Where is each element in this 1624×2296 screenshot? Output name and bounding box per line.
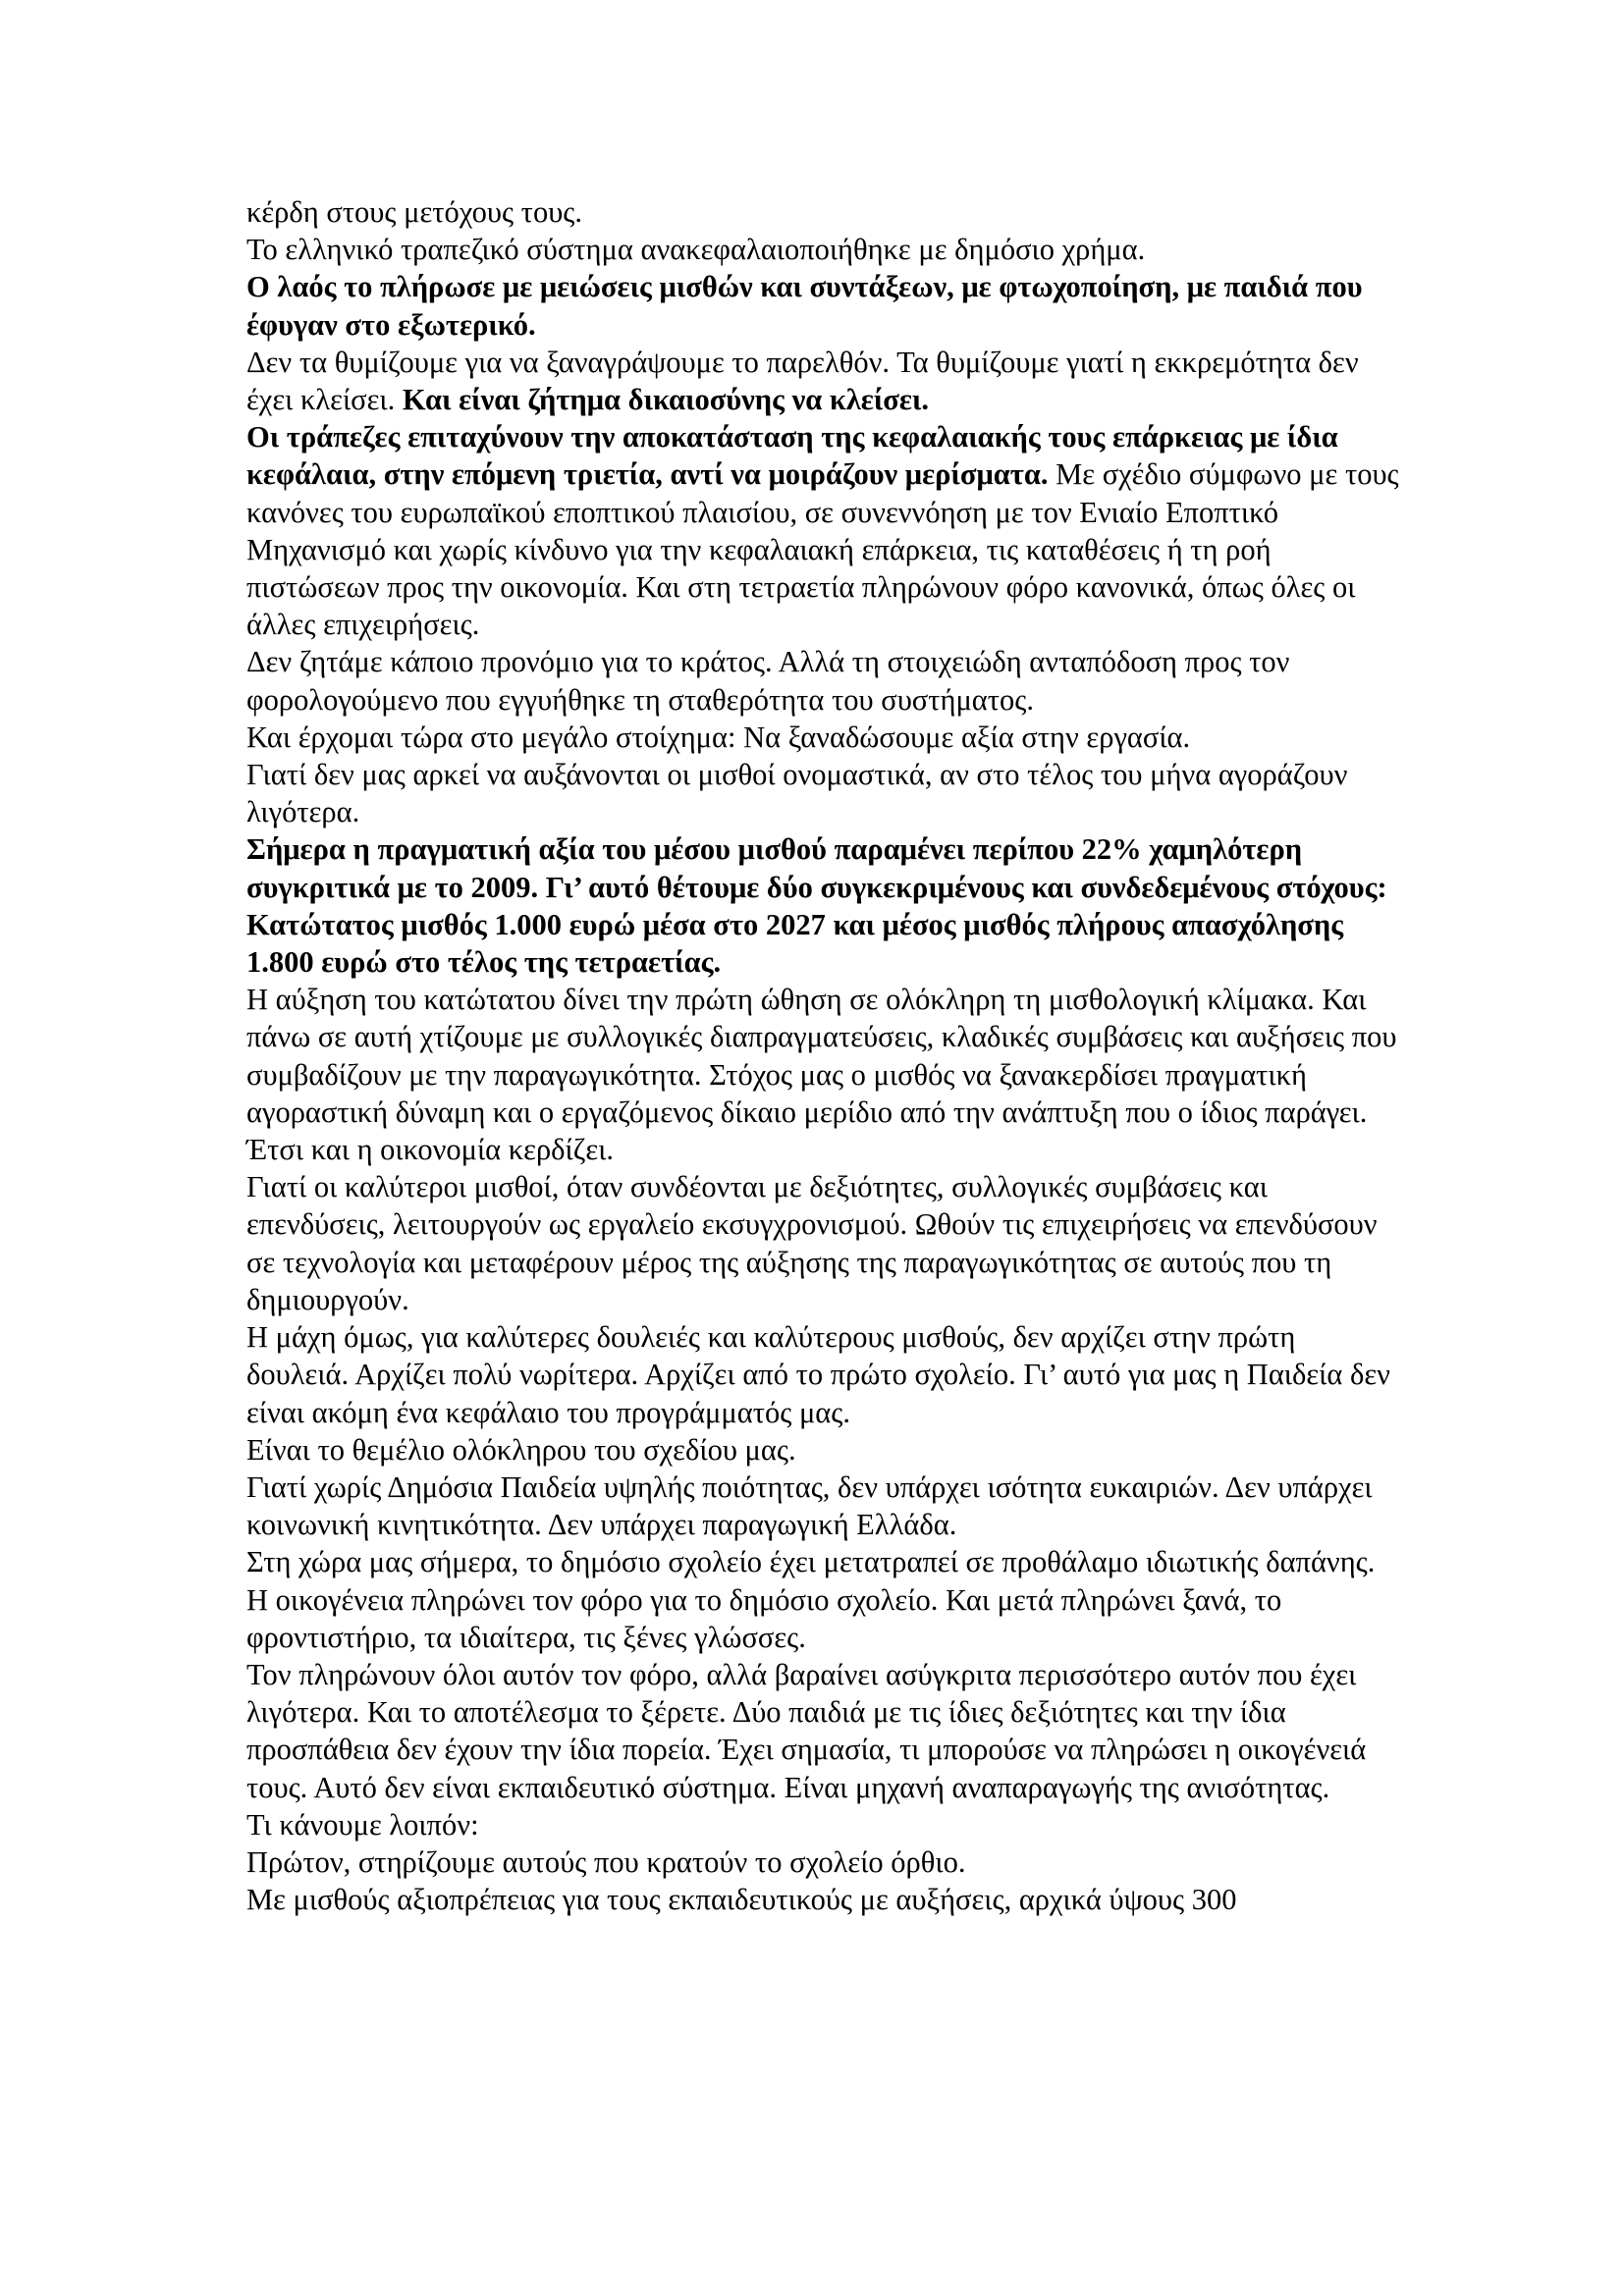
text-run: Η μάχη όμως, για καλύτερες δουλειές και καλύτερους μισθούς, δεν αρχίζει στην πρώτη δουλειά. Αρχίζει πολύ νωρίτερα. Αρχίζει από το πρώτο σχολείο. Γι’ αυτό για μας η Παιδεία δεν είναι ακόμη ένα κεφάλαιο του προγράμματός μας. <box>246 1320 1390 1429</box>
paragraph <box>246 1431 1405 1468</box>
bold-text-run: Κατώτατος μισθός 1.000 ευρώ μέσα στο 2027 και μέσος μισθός πλήρους απασχόλησης 1.800 ευρώ στο τέλος της τετραετίας. <box>246 907 1344 980</box>
paragraph <box>246 1168 1405 1318</box>
text-run: κέρδη στους μετόχους τους. <box>246 195 582 229</box>
paragraph <box>246 1843 1405 1881</box>
paragraph <box>246 981 1405 1131</box>
paragraph <box>246 1656 1405 1806</box>
paragraph <box>246 1881 1405 1918</box>
text-run: Και έρχομαι τώρα στο μεγάλο στοίχημα: Να ξαναδώσουμε αξία στην εργασία. <box>246 720 1191 754</box>
bold-text-run: Και είναι ζήτημα δικαιοσύνης να κλείσει. <box>402 383 929 417</box>
paragraph <box>246 643 1405 718</box>
text-run: Έτσι και η οικονομία κερδίζει. <box>246 1133 615 1167</box>
text-run: Δεν ζητάμε κάποιο προνόμιο για το κράτος. Αλλά τη στοιχειώδη ανταπόδοση προς τον φορολογούμενο που εγγυήθηκε τη σταθερότητα του συστήματος. <box>246 645 1290 717</box>
paragraph <box>246 719 1405 756</box>
paragraph <box>246 830 1405 905</box>
paragraph <box>246 418 1405 643</box>
body-text <box>246 193 1405 1918</box>
text-run: Με μισθούς αξιοπρέπειας για τους εκπαιδευτικούς με αυξήσεις, αρχικά ύψους 300 <box>246 1883 1237 1917</box>
paragraph <box>246 268 1405 343</box>
text-run: Δεν τα θυμίζουμε για να ξαναγράψουμε το παρελθόν. Τα θυμίζουμε γιατί η εκκρεμότητα δεν έχει κλείσει. <box>246 345 1359 417</box>
text-run: Η οικογένεια πληρώνει τον φόρο για το δημόσιο σχολείο. Και μετά πληρώνει ξανά, το φροντιστήριο, τα ιδιαίτερα, τις ξένες γλώσσες. <box>246 1582 1282 1654</box>
paragraph <box>246 1581 1405 1656</box>
paragraph <box>246 1318 1405 1431</box>
paragraph <box>246 1131 1405 1168</box>
text-run: Γιατί οι καλύτεροι μισθοί, όταν συνδέονται με δεξιότητες, συλλογικές συμβάσεις και επενδύσεις, λειτουργούν ως εργαλείο εκσυγχρονισμού. Ωθούν τις επιχειρήσεις να επενδύσουν σε τεχνολογία και μεταφέρουν μέρος της αύξησης της παραγωγικότητας σε αυτούς που τη δημιουργούν. <box>246 1170 1378 1316</box>
paragraph <box>246 231 1405 268</box>
text-run: Γιατί δεν μας αρκεί να αυξάνονται οι μισθοί ονομαστικά, αν στο τέλος του μήνα αγοράζουν λιγότερα. <box>246 758 1348 829</box>
paragraph <box>246 193 1405 231</box>
paragraph <box>246 1806 1405 1843</box>
paragraph <box>246 906 1405 981</box>
text-run: Τον πληρώνουν όλοι αυτόν τον φόρο, αλλά βαραίνει ασύγκριτα περισσότερο αυτόν που έχει λιγότερα. Και το αποτέλεσμα το ξέρετε. Δύο παιδιά με τις ίδιες δεξιότητες και την ίδια προσπάθεια δεν έχουν την ίδια πορεία. Έχει σημασία, τι μπορούσε να πληρώσει η οικογένειά τους. Αυτό δεν είναι εκπαιδευτικό σύστημα. Είναι μηχανή αναπαραγωγής της ανισότητας. <box>246 1657 1367 1804</box>
text-run: Είναι το θεμέλιο ολόκληρου του σχεδίου μας. <box>246 1432 796 1467</box>
text-run: Τι κάνουμε λοιπόν: <box>246 1807 479 1842</box>
text-run: Η αύξηση του κατώτατου δίνει την πρώτη ώθηση σε ολόκληρη τη μισθολογική κλίμακα. Και πάνω σε αυτή χτίζουμε με συλλογικές διαπραγματεύσεις, κλαδικές συμβάσεις και αυξήσεις που συμβαδίζουν με την παραγωγικότητα. Στόχος μας ο μισθός να ξανακερδίσει πραγματική αγοραστική δύναμη και ο εργαζόμενος δίκαιο μερίδιο από την ανάπτυξη που ο ίδιος παράγει. <box>246 983 1397 1129</box>
text-run: Γιατί χωρίς Δημόσια Παιδεία υψηλής ποιότητας, δεν υπάρχει ισότητα ευκαιριών. Δεν υπάρχει κοινωνική κινητικότητα. Δεν υπάρχει παραγωγική Ελλάδα. <box>246 1469 1373 1542</box>
paragraph <box>246 756 1405 830</box>
paragraph <box>246 1543 1405 1580</box>
bold-text-run: Ο λαός το πλήρωσε με μειώσεις μισθών και συντάξεων, με φτωχοποίηση, με παιδιά που έφυγαν στο εξωτερικό. <box>246 270 1363 342</box>
text-run: Το ελληνικό τραπεζικό σύστημα ανακεφαλαιοποιήθηκε με δημόσιο χρήμα. <box>246 233 1146 267</box>
text-run: Πρώτον, στηρίζουμε αυτούς που κρατούν το σχολείο όρθιο. <box>246 1844 966 1879</box>
paragraph <box>246 1468 1405 1543</box>
text-run: Με σχέδιο σύμφωνο με τους κανόνες του ευρωπαϊκού εποπτικού πλαισίου, σε συνεννόηση με τον Ενιαίο Εποπτικό Μηχανισμό και χωρίς κίνδυνο για την κεφαλαιακή επάρκεια, τις καταθέσεις ή τη ροή πιστώσεων προς την οικονομία. Και στη τετραετία πληρώνουν φόρο κανονικά, όπως όλες οι άλλες επιχειρήσεις. <box>246 457 1399 642</box>
text-run: Στη χώρα μας σήμερα, το δημόσιο σχολείο έχει μετατραπεί σε προθάλαμο ιδιωτικής δαπάνης. <box>246 1545 1376 1579</box>
bold-text-run: Οι τράπεζες επιταχύνουν την αποκατάσταση της κεφαλαιακής τους επάρκειας με ίδια κεφάλαια, στην επόμενη τριετία, αντί να μοιράζουν μερίσματα. <box>246 420 1338 492</box>
bold-text-run: Σήμερα η πραγματική αξία του μέσου μισθού παραμένει περίπου 22% χαμηλότερη συγκριτικά με το 2009. Γι’ αυτό θέτουμε δύο συγκεκριμένους και συνδεδεμένους στόχους: <box>246 832 1387 904</box>
paragraph <box>246 344 1405 418</box>
